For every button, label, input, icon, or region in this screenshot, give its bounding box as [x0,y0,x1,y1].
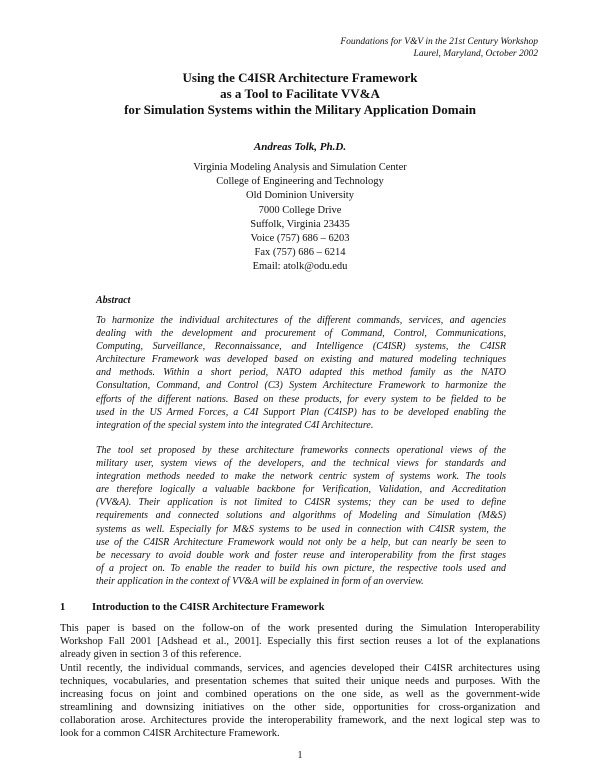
text-line: To harmonize the individual architectures of the different commands, services, and agencies [96,315,506,326]
abstract-heading: Abstract [96,295,131,306]
text-line: Computing, Surveillance, Reconnaissance, and Intelligence (C4ISR) systems, the C4ISR [96,341,506,353]
body-paragraph [60,622,540,661]
author-name: Andreas Tolk, Ph.D. [253,141,347,153]
paper-title [0,70,600,118]
address-line: Email: atolk@odu.edu [252,261,348,273]
text-line: look for a common C4ISR Architecture Framework. [60,728,280,739]
text-line: dealing with the development and procurement of Command, Control, Communications, [96,328,506,340]
text-line: be necessary to avoid double work and foster reuse and interoperability from the first stages [96,549,506,561]
text-line: use of the C4ISR Architecture Framework would not only be a help, but can nearly be seen to [96,536,506,548]
text-line: (VV&A). Their application is not limited to C4ISR systems; they can be used to define [96,497,506,509]
author-address [0,161,600,275]
text-line: requirements and connected solutions and algorithms of Modeling and Simulation (M&S) [96,510,506,522]
abstract-paragraph [96,444,506,588]
page-number: 1 [297,750,303,761]
address-line: College of Engineering and Technology [216,176,384,188]
running-header [340,36,538,60]
text-line: Consultation, Command, and Control (C3) System Architecture Framework to harmonize the [96,380,506,392]
text-line: integration of the special system into the integrated C4I Architecture. [96,419,374,431]
header-line-1: Foundations for V&V in the 21st Century Workshop [340,37,538,47]
body-paragraph [60,662,540,740]
text-line: systems as well. Especially for M&S systems to be used in connection with C4ISR system, the [96,523,506,535]
text-line: are therefore logically a valuable backbone for Verification, Validation, and Accreditation [96,484,506,496]
text-line: Until recently, the individual commands, services, and agencies developed their C4ISR architectures using [60,663,540,674]
text-line: The tool set proposed by these architecture frameworks connects operational views of the [96,445,506,456]
text-line: efforts of the different nations. Based on these products, for every system to be fielded to be [96,393,506,405]
address-line: Suffolk, Virginia 23435 [250,218,350,230]
address-line: Virginia Modeling Analysis and Simulation Center [193,162,407,173]
text-line: integration methods needed to make the network centric system of systems work. The tools [96,471,506,483]
address-line: 7000 College Drive [258,204,342,216]
text-line: Workshop Fall 2001 [Adshead et al., 2001]. Especially this first section reuses a lot of the explanations [60,636,540,647]
text-line: used in the US Armed Forces, a C4I Support Plan (C4ISP) has to be developed enabling the [96,406,506,418]
section-number: 1 [60,602,66,613]
abstract-paragraph [96,314,506,432]
text-line: increasing focus on joint and combined operations on the one side, as well as the government-wide [60,689,540,700]
section-title: Introduction to the C4ISR Architecture Framework [92,602,325,613]
text-line: their application in the context of VV&A will be explained in form of an overview. [96,575,424,587]
text-line: This paper is based on the follow-on of the work presented during the Simulation Interoperability [60,623,540,634]
text-line: techniques, vocabularies, and presentation schemes that suited their unique needs and purposes. With the [60,676,540,687]
title-line: for Simulation Systems within the Military Application Domain [124,102,476,117]
text-line: already given in section 3 of this reference. [60,649,242,660]
text-line: and methods. Within a short period, NATO adapted this method family as the NATO [96,367,506,379]
text-line: of a project on. To enable the reader to build his own picture, the respective tools used and [96,562,506,574]
title-line: as a Tool to Facilitate VV&A [220,86,380,101]
address-line: Old Dominion University [246,190,354,202]
text-line: military user, system views of the developers, and the technical views for standards and [96,458,506,470]
address-line: Fax (757) 686 – 6214 [254,247,346,259]
text-line: collaboration arose. Architectures provide the interoperability framework, and the next logical step was to [60,715,540,726]
address-line: Voice (757) 686 – 6203 [250,233,350,245]
text-line: Architecture Framework was developed based on existing and matured modeling techniques [96,354,506,366]
title-line: Using the C4ISR Architecture Framework [182,70,418,85]
text-line: streamlining and downsizing initiatives on the other side, opportunities for cross-organization and [60,702,540,713]
header-line-2: Laurel, Maryland, October 2002 [413,49,538,59]
section-heading [60,602,324,613]
